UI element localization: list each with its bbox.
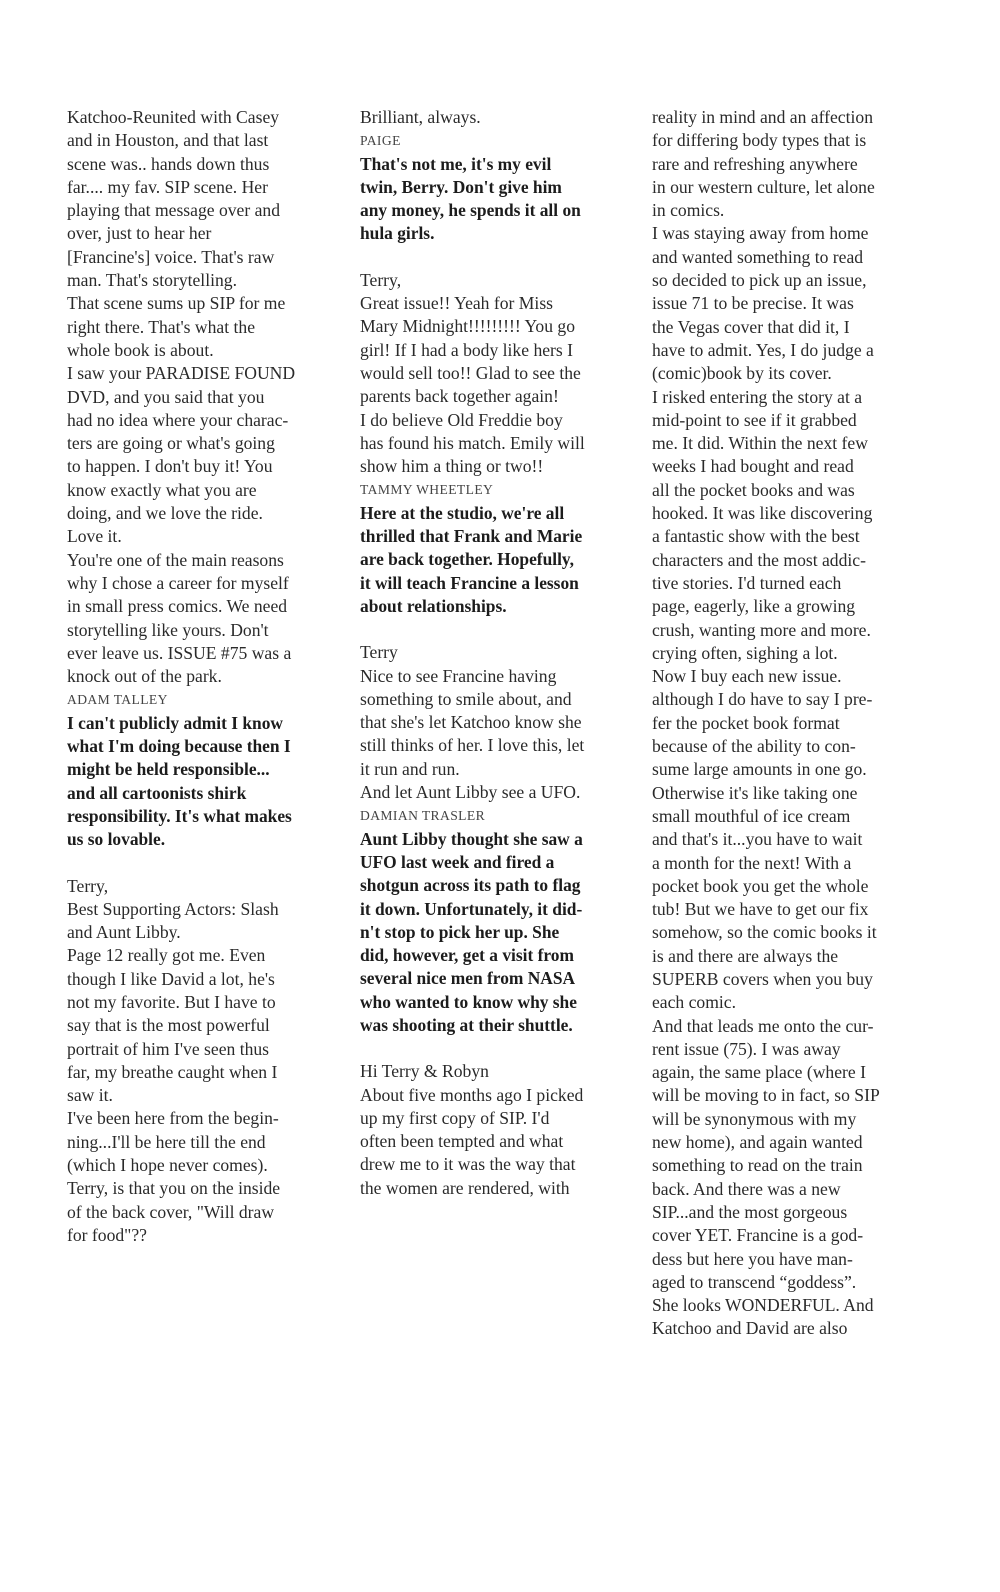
letter-paragraph: Terry, Great issue!! Yeah for Miss Mary Midnight!!!!!!!!! You go girl! If I had a body like hers I would sell too!! Glad to see the parents back together again!	[360, 269, 581, 407]
column-3	[652, 106, 932, 1341]
letter-paragraph: And that leads me onto the cur- rent issue (75). I was away again, the same place (where I will be moving to in fact, so SIP will be synonymous with my new home), and again wanted something to read on the train back. And there was a new SIP...and the most gorgeous cover YET. Francine is a god- dess but here you have man- aged to transcend “goddess”. She looks WONDERFUL. And Katchoo and David are also	[652, 1015, 880, 1339]
letter-paragraph: Hi Terry & Robyn About five months ago I picked up my first copy of SIP. I'd often been tempted and what drew me to it was the way that the women are rendered, with	[360, 1061, 584, 1198]
letter-paragraph: I do believe Old Freddie boy has found his match. Emily will show him a thing or two!!	[360, 409, 585, 477]
letter-paragraph: You're one of the main reasons why I chose a career for myself in small press comics. We need storytelling like yours. Don't ever leave us. ISSUE #75 was a knock out of the park.	[67, 549, 292, 687]
editor-reply: That's not me, it's my evil twin, Berry. Don't give him any money, he spends it all on hula girls.	[360, 153, 581, 244]
letter-paragraph: I've been here from the begin- ning...I'll be here till the end (which I hope never comes). Terry, is that you on the inside of the back cover, "Will draw for food"??	[67, 1108, 281, 1245]
letter-paragraph: I risked entering the story at a mid-point to see if it grabbed me. It did. Within the next few weeks I had bought and read all the pocket books and was hooked. It was like discovering a fantastic show with the best characters and the most addic- tive stories. I'd turned each page, eagerly, like a growing crush, wanting more and more. crying often, sighing a lot.	[652, 386, 873, 663]
column-2	[360, 106, 632, 1200]
spacer	[360, 1037, 632, 1060]
letter-paragraph: Terry Nice to see Francine having something to smile about, and that she's let Katchoo know she still thinks of her. I love this, let it run and run.	[360, 642, 585, 779]
letter-paragraph: Brilliant, always.	[360, 107, 481, 127]
letter-paragraph: And let Aunt Libby see a UFO.	[360, 782, 581, 803]
letter-paragraph: Page 12 really got me. Even though I like David a lot, he's not my favorite. But I have to say that is the most powerful portrait of him I've seen thus far, my breathe caught when I saw it.	[67, 945, 278, 1106]
editor-reply: Here at the studio, we're all thrilled that Frank and Marie are back together. Hopefully, it will teach Francine a lesson about relationships.	[360, 502, 583, 616]
letter-paragraph: reality in mind and an affection for differing body types that is rare and refreshing anywhere in our western culture, let alone in comics.	[652, 107, 875, 221]
column-1	[67, 106, 339, 1247]
letter-paragraph: I saw your PARADISE FOUND DVD, and you said that you had no idea where your charac- ters are going or what's going to happen. I don't buy it! You know exactly what you are doing, and we love the ride. Love it.	[67, 363, 296, 547]
spacer	[360, 618, 632, 641]
letter-signature: ADAM TALLEY	[67, 692, 168, 708]
letter-signature: TAMMY WHEETLEY	[360, 482, 494, 498]
spacer	[67, 852, 339, 875]
letter-paragraph: Katchoo-Reunited with Casey and in Houston, and that last scene was.. hands down thus far.... my fav. SIP scene. Her playing that message over and over, just to hear her [Francine's] voice. That's raw man. That's storytelling. That scene sums up SIP for me right there. That's what the whole book is about.	[67, 107, 286, 360]
spacer	[360, 246, 632, 269]
letter-paragraph: I was staying away from home and wanted something to read so decided to pick up an issue, issue 71 to be precise. It was the Vegas cover that did it, I have to admit. Yes, I do judge a (comic)book by its cover.	[652, 223, 874, 384]
letter-paragraph: Terry, Best Supporting Actors: Slash and Aunt Libby.	[67, 875, 279, 943]
editor-reply: I can't publicly admit I know what I'm doing because then I might be held responsible... and all cartoonists shirk responsibility. It's what makes us so lovable.	[67, 712, 292, 850]
letter-paragraph: Now I buy each new issue. although I do have to say I pre- fer the pocket book format because of the ability to con- sume large amounts in one go. Otherwise it's like taking one small mouthful of ice cream and that's it...you have to wait a month for the next! With a pocket book you get the whole tub! But we have to get our fix somehow, so the comic books it is and there are always the SUPERB covers when you buy each comic.	[652, 666, 877, 1013]
editor-reply: Aunt Libby thought she saw a UFO last week and fired a shotgun across its path to flag it down. Unfortunately, it did- n't stop to pick her up. She did, however, get a visit from several nice men from NASA who wanted to know why she was shooting at their shuttle.	[360, 828, 583, 1035]
letter-signature: PAIGE	[360, 133, 401, 149]
letter-signature: DAMIAN TRASLER	[360, 808, 486, 824]
